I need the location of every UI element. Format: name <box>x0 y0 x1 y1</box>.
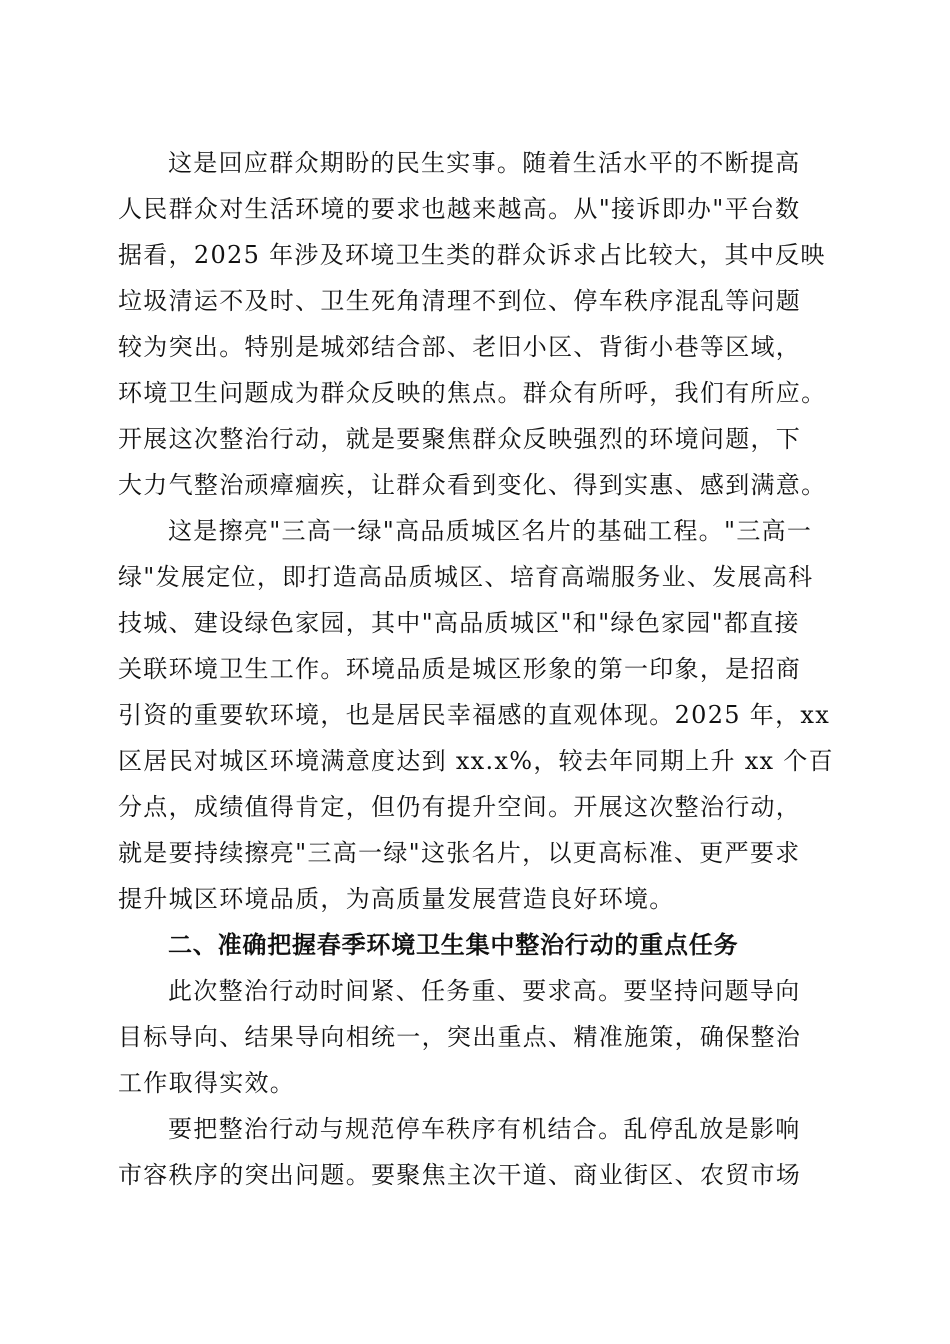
section-heading: 二、准确把握春季环境卫生集中整治行动的重点任务 <box>168 931 739 959</box>
paragraph-2-line-3: 技城、建设绿色家园，其中"高品质城区"和"绿色家园"都直接 <box>118 609 800 637</box>
paragraph-2-line-2: 绿"发展定位，即打造高品质城区、培育高端服务业、发展高科 <box>118 563 814 591</box>
document-body <box>118 140 838 1198</box>
paragraph-1-line-4: 垃圾清运不及时、卫生死角清理不到位、停车秩序混乱等问题 <box>118 287 802 315</box>
paragraph-1-line-6: 环境卫生问题成为群众反映的焦点。群众有所呼，我们有所应。 <box>118 379 827 407</box>
paragraph-2-line-5: 引资的重要软环境，也是居民幸福感的直观体现。2025 年，xx <box>118 701 831 729</box>
paragraph-2-line-7: 分点，成绩值得肯定，但仍有提升空间。开展这次整治行动， <box>118 793 802 821</box>
paragraph-2-line-1: 这是擦亮"三高一绿"高品质城区名片的基础工程。"三高一 <box>168 517 813 545</box>
paragraph-2-line-6: 区居民对城区环境满意度达到 xx.x%，较去年同期上升 xx 个百 <box>118 747 834 775</box>
paragraph-1-line-8: 大力气整治顽瘴痼疾，让群众看到变化、得到实惠、感到满意。 <box>118 471 827 499</box>
paragraph-2-line-8: 就是要持续擦亮"三高一绿"这张名片，以更高标准、更严要求 <box>118 839 801 867</box>
paragraph-1-line-7: 开展这次整治行动，就是要聚焦群众反映强烈的环境问题，下 <box>118 425 802 453</box>
paragraph-1-line-2: 人民群众对生活环境的要求也越来越高。从"接诉即办"平台数 <box>118 195 801 223</box>
paragraph-2-line-9: 提升城区环境品质，为高质量发展营造良好环境。 <box>118 885 675 913</box>
paragraph-1-line-1: 这是回应群众期盼的民生实事。随着生活水平的不断提高 <box>168 149 801 177</box>
paragraph-4-line-2: 市容秩序的突出问题。要聚焦主次干道、商业街区、农贸市场 <box>118 1161 802 1189</box>
paragraph-3-line-3: 工作取得实效。 <box>118 1069 296 1097</box>
paragraph-4-line-1: 要把整治行动与规范停车秩序有机结合。乱停乱放是影响 <box>168 1115 801 1143</box>
paragraph-3-line-1: 此次整治行动时间紧、任务重、要求高。要坚持问题导向 <box>168 977 801 1005</box>
paragraph-3-line-2: 目标导向、结果导向相统一，突出重点、精准施策，确保整治 <box>118 1023 802 1051</box>
paragraph-1-line-5: 较为突出。特别是城郊结合部、老旧小区、背街小巷等区域， <box>118 333 802 361</box>
paragraph-1-line-3: 据看，2025 年涉及环境卫生类的群众诉求占比较大，其中反映 <box>118 241 826 269</box>
paragraph-2-line-4: 关联环境卫生工作。环境品质是城区形象的第一印象，是招商 <box>118 655 802 683</box>
